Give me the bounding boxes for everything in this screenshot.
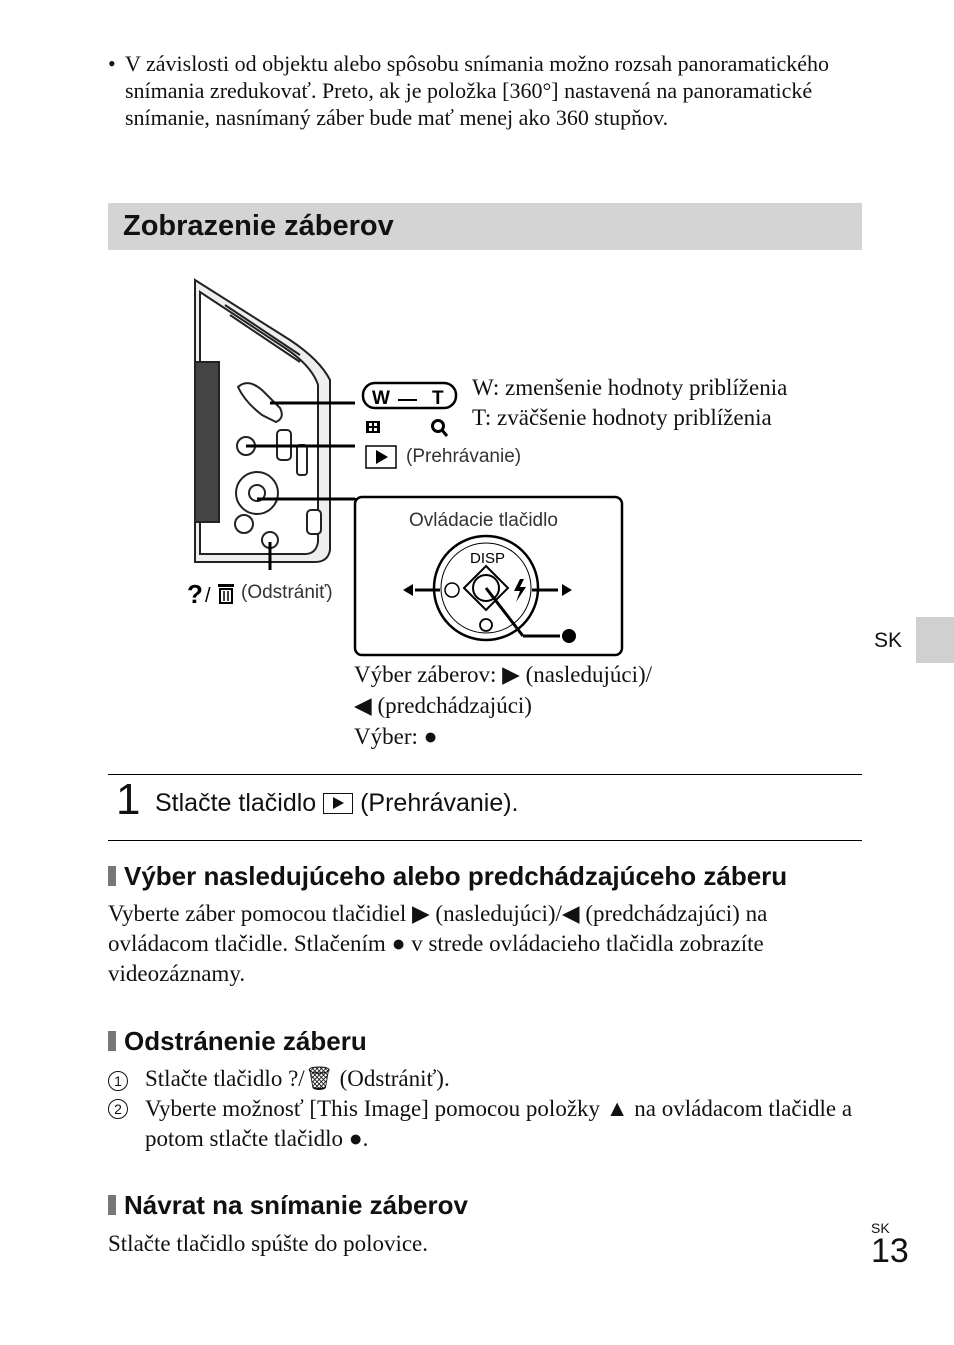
page-number: 13	[871, 1232, 909, 1270]
svg-text:/: /	[205, 585, 211, 607]
heading-marker	[108, 1031, 116, 1051]
footer-language: SK	[871, 1220, 890, 1236]
trash-icon	[218, 584, 234, 587]
subheading-text: Výber nasledujúceho alebo predchádzajúceho záberu	[124, 861, 788, 891]
section-title-bar	[108, 203, 862, 250]
zoom-w-description: W: zmenšenie hodnoty priblíženia	[472, 375, 788, 400]
step-text-after: (Prehrávanie).	[360, 789, 519, 817]
playback-button-icon	[366, 446, 396, 468]
index-icon	[366, 421, 380, 433]
subheading-delete-image	[108, 1026, 367, 1057]
zoom-w-letter: W	[372, 388, 390, 409]
subheading-return-shooting	[108, 1190, 468, 1221]
language-tab	[916, 617, 954, 663]
heading-marker	[108, 866, 116, 886]
camera-diagram	[0, 270, 954, 760]
subheading-text: Odstránenie záberu	[124, 1026, 367, 1056]
magnify-icon	[433, 421, 444, 432]
delete-step-1-text: Stlačte tlačidlo ?/🗑 (Odstrániť).	[145, 1066, 450, 1091]
caption-previous: ◀ (predchádzajúci)	[354, 693, 532, 718]
intro-bullet-paragraph	[108, 50, 848, 131]
svg-text:?: ?	[187, 579, 203, 609]
caption-select-images: Výber záberov: ▶ (nasledujúci)/	[354, 662, 653, 687]
delete-label: (Odstrániť)	[241, 582, 333, 603]
delete-step-1	[108, 1064, 860, 1094]
zoom-t-description: T: zväčšenie hodnoty priblíženia	[472, 405, 772, 430]
intro-text: V závislosti od objektu alebo spôsobu snímania možno rozsah panoramatického snímania zredukovať. Preto, ak je položka [360°] nastavená na panoramatické snímanie, nasnímaný záber bude mať menej ako 360 stupňov.	[125, 51, 830, 130]
zoom-t-letter: T	[432, 388, 444, 409]
language-tab-label: SK	[874, 629, 903, 652]
help-delete-icon	[187, 579, 234, 609]
heading-marker	[108, 1195, 116, 1215]
section-title: Zobrazenie záberov	[123, 210, 394, 242]
delete-step-2-text: Vyberte možnosť [This Image] pomocou položky ▲ na ovládacom tlačidle a potom stlačte tlačidlo ●.	[145, 1096, 853, 1151]
step-text-before: Stlačte tlačidlo	[155, 789, 317, 817]
playback-icon	[323, 793, 353, 814]
center-dot-icon	[562, 629, 576, 643]
step-circle-number: 2	[108, 1099, 128, 1119]
step-circle-number: 1	[108, 1071, 128, 1091]
control-button-title: Ovládacie tlačidlo	[409, 510, 558, 531]
disp-label: DISP	[470, 550, 506, 567]
subheading-select-image	[108, 861, 787, 892]
bullet-marker: •	[108, 51, 116, 76]
return-shooting-body: Stlačte tlačidlo spúšte do polovice.	[108, 1231, 429, 1256]
face-icon	[445, 583, 459, 597]
camera-body	[195, 280, 330, 562]
delete-step-2	[108, 1094, 860, 1154]
caption-select: Výber: ●	[354, 724, 438, 749]
subheading-text: Návrat na snímanie záberov	[124, 1190, 468, 1220]
step-number: 1	[116, 775, 141, 824]
step-instruction	[155, 789, 519, 818]
select-image-body: Vyberte záber pomocou tlačidiel ▶ (nasledujúci)/◀ (predchádzajúci) na ovládacom tlačidle. Stlačením ● v strede ovládacieho tlačidla zobrazíte videozáznamy.	[108, 901, 768, 986]
playback-label: (Prehrávanie)	[406, 446, 522, 467]
zoom-lever-icon	[363, 383, 456, 436]
